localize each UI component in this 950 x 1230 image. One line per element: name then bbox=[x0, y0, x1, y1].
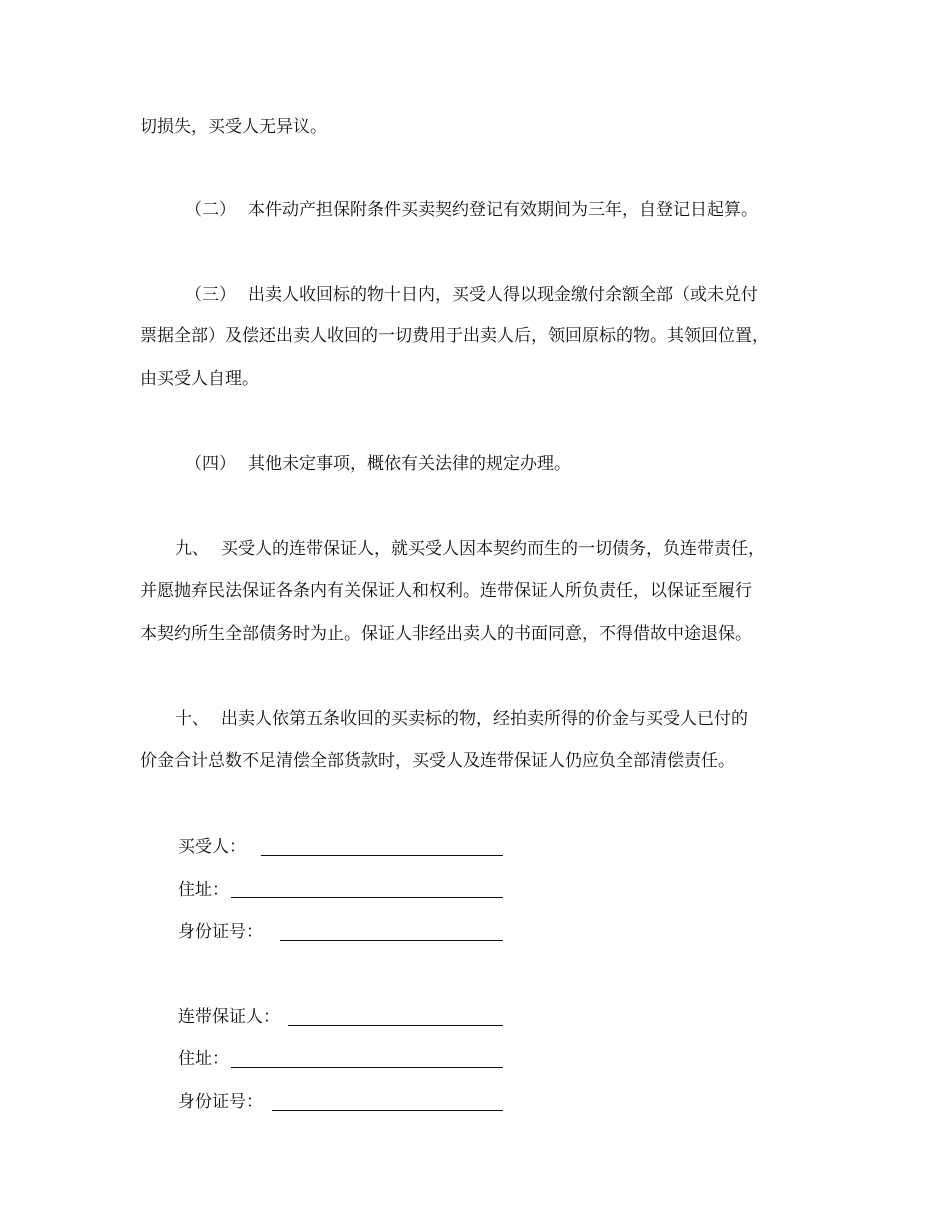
buyer-id-line[interactable] bbox=[280, 940, 503, 941]
clause-4-number: （四） bbox=[185, 454, 236, 474]
buyer-id-label: 身份证号： bbox=[178, 922, 263, 942]
clause-3-line-2: 票据全部）及偿还出卖人收回的一切费用于出卖人后，领回原标的物。其领回位置， bbox=[140, 326, 769, 346]
guarantor-label: 连带保证人： bbox=[178, 1007, 280, 1027]
clause-4-text: 其他未定事项，概依有关法律的规定办理。 bbox=[248, 454, 571, 474]
article-9-number: 九、 bbox=[175, 539, 209, 559]
guarantor-address-line[interactable] bbox=[231, 1067, 503, 1068]
guarantor-id-label: 身份证号： bbox=[178, 1092, 263, 1112]
clause-2-number: （二） bbox=[185, 200, 236, 220]
article-10-line-2: 价金合计总数不足清偿全部货款时，买受人及连带保证人仍应负全部清偿责任。 bbox=[140, 751, 735, 771]
buyer-signature-line[interactable] bbox=[261, 855, 503, 856]
clause-3-text-a: 出卖人收回标的物十日内，买受人得以现金缴付余额全部（或未兑付 bbox=[248, 285, 758, 305]
guarantor-signature-line[interactable] bbox=[288, 1025, 503, 1026]
buyer-address-label: 住址： bbox=[178, 880, 229, 900]
buyer-address-line[interactable] bbox=[231, 897, 503, 898]
article-10-number: 十、 bbox=[175, 709, 209, 729]
clause-3-line-3: 由买受人自理。 bbox=[140, 369, 259, 389]
guarantor-address-label: 住址： bbox=[178, 1049, 229, 1069]
clause-2-text: 本件动产担保附条件买卖契约登记有效期间为三年，自登记日起算。 bbox=[248, 200, 758, 220]
article-9-text-a: 买受人的连带保证人，就买受人因本契约而生的一切债务，负连带责任， bbox=[221, 539, 765, 559]
article-10-line-1 bbox=[175, 709, 748, 729]
clause-3-number: （三） bbox=[185, 285, 236, 305]
guarantor-id-line[interactable] bbox=[272, 1110, 503, 1111]
clause-2 bbox=[185, 200, 758, 220]
article-9-line-3: 本契约所生全部债务时为止。保证人非经出卖人的书面同意，不得借故中途退保。 bbox=[140, 624, 752, 644]
article-9-line-1 bbox=[175, 539, 765, 559]
article-9-line-2: 并愿抛弃民法保证各条内有关保证人和权利。连带保证人所负责任，以保证至履行 bbox=[140, 581, 752, 601]
paragraph-continuation: 切损失，买受人无异议。 bbox=[140, 117, 327, 137]
clause-3-line-1 bbox=[185, 285, 758, 305]
buyer-label: 买受人： bbox=[178, 837, 246, 857]
clause-4 bbox=[185, 454, 571, 474]
article-10-text-a: 出卖人依第五条收回的买卖标的物，经拍卖所得的价金与买受人已付的 bbox=[221, 709, 748, 729]
